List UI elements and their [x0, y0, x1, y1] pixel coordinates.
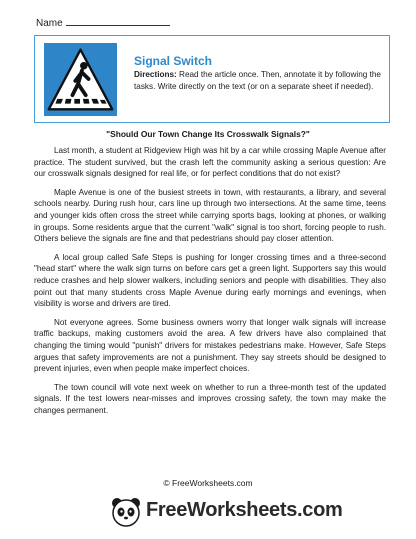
name-label: Name	[36, 18, 63, 29]
directions-text	[134, 69, 384, 93]
name-field	[36, 18, 170, 29]
footer-copyright: © FreeWorksheets.com	[163, 478, 253, 488]
article-title: "Should Our Town Change Its Crosswalk Signals?"	[106, 129, 310, 139]
worksheet-title: Signal Switch	[134, 54, 213, 68]
directions-body: Read the article once. Then, annotate it by following the tasks. Write directly on the text (or on a separate sheet if needed).	[134, 70, 381, 91]
name-blank-line[interactable]	[66, 18, 170, 26]
article-paragraph: Maple Avenue is one of the busiest streets in town, with restaurants, a library, and several schools nearby. During rush hour, cars line up through two intersections. At the same time, teens and younger kids often cross the street while carrying sports bags, looking at phones, or walking in groups. Some residents argue that the current "walk" signal is too short, forcing people to rush. Others believe the signals are fine and that pedestrians should pay closer attention.	[34, 187, 386, 244]
pedestrian-crossing-icon	[42, 41, 119, 118]
article-paragraph: A local group called Safe Steps is pushing for longer crossing times and a three-second "head start" where the walk sign turns on before cars get a green light. Supporters say this would reduce crashes and help slower walkers, including seniors and people with disabilities. They also point out that many students cross Maple Avenue during early mornings and evenings, when visibility is worse and drivers are tired.	[34, 252, 386, 309]
panda-logo-icon	[110, 496, 142, 528]
brand-name: FreeWorksheets.com	[146, 499, 343, 521]
article-paragraph: Not everyone agrees. Some business owners worry that longer walk signals will increase traffic backups, making customers avoid the area. A few drivers have also complained that changing the timing would "punish" drivers for mistakes pedestrians make. However, Safe Steps argues that safety improvements are not a punishment. They say streets should be designed to prevent injuries, even when people make imperfect choices.	[34, 317, 386, 374]
directions-label: Directions:	[134, 70, 177, 79]
article-paragraph: Last month, a student at Ridgeview High was hit by a car while crossing Maple Avenue after practice. The student survived, but the crash left the community asking a serious question: Are our crosswalk signals designed for real life, or for perfect conditions that do not exist?	[34, 146, 386, 179]
article-body	[34, 145, 386, 423]
footer-logo	[110, 492, 343, 532]
article-paragraph: The town council will vote next week on whether to run a three-month test of the updated signals. If the test lowers near-misses and improves crossing safety, the town may make the changes permanent.	[34, 382, 386, 415]
